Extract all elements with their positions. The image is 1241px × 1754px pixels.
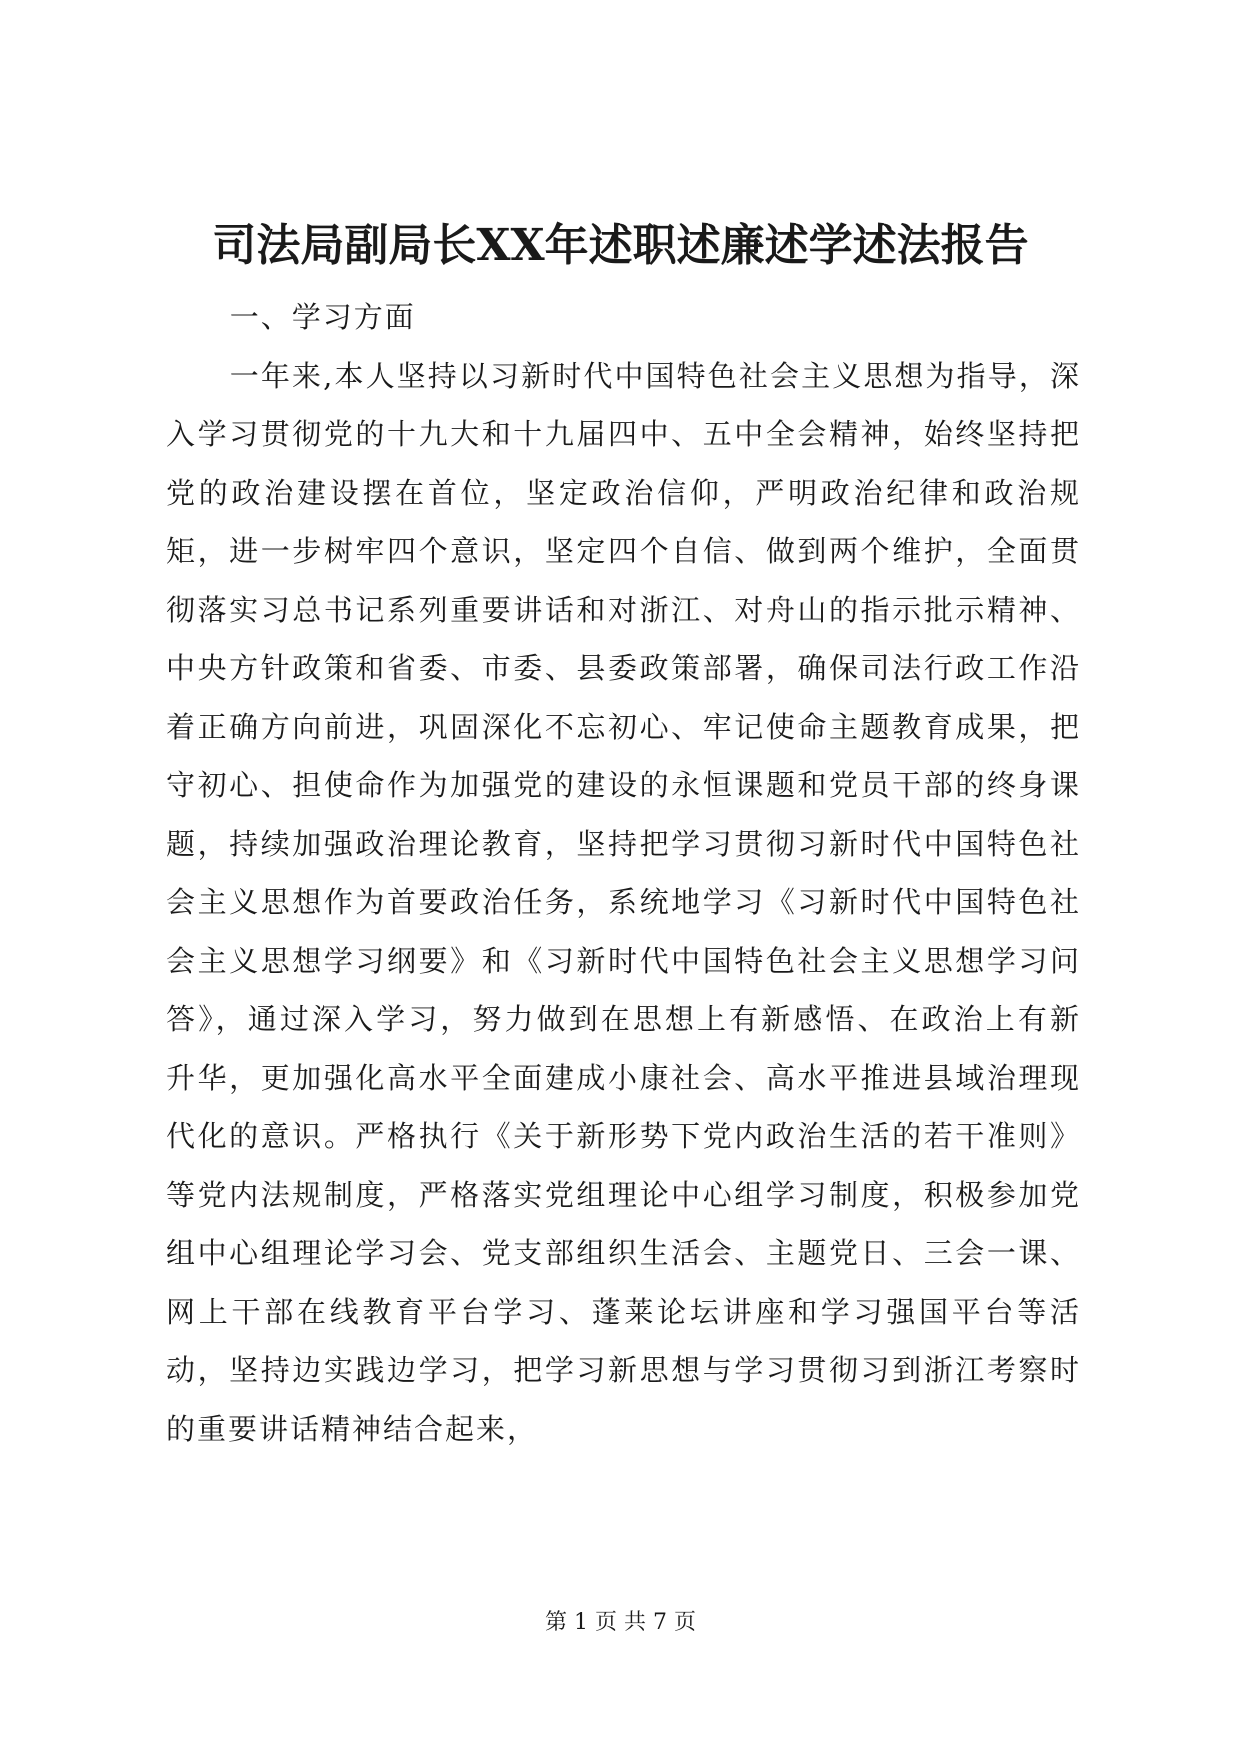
page-number-footer: 第 1 页 共 7 页 [545,1610,696,1635]
document-body [166,288,1081,1458]
section-heading: 一、学习方面 [229,300,416,334]
document-title: 司法局副局长XX年述职述廉述学述法报告 [212,220,1029,271]
body-paragraph: 一年来,本人坚持以习新时代中国特色社会主义思想为指导，深入学习贯彻党的十九大和十九届四中、五中全会精神，始终坚持把党的政治建设摆在首位，坚定政治信仰，严明政治纪律和政治规矩，进一步树牢四个意识，坚定四个自信、做到两个维护，全面贯彻落实习总书记系列重要讲话和对浙江、对舟山的指示批示精神、中央方针政策和省委、市委、县委政策部署，确保司法行政工作沿着正确方向前进，巩固深化不忘初心、牢记使命主题教育成果，把守初心、担使命作为加强党的建设的永恒课题和党员干部的终身课题，持续加强政治理论教育，坚持把学习贯彻习新时代中国特色社会主义思想作为首要政治任务，系统地学习《习新时代中国特色社会主义思想学习纲要》和《习新时代中国特色社会主义思想学习问答》，通过深入学习，努力做到在思想上有新感悟、在政治上有新升华，更加强化高水平全面建成小康社会、高水平推进县域治理现代化的意识。严格执行《关于新形势下党内政治生活的若干准则》等党内法规制度，严格落实党组理论中心组学习制度，积极参加党组中心组理论学习会、党支部组织生活会、主题党日、三会一课、网上干部在线教育平台学习、蓬莱论坛讲座和学习强国平台等活动，坚持边实践边学习，把学习新思想与学习贯彻习到浙江考察时的重要讲话精神结合起来， [166,358,1081,1446]
